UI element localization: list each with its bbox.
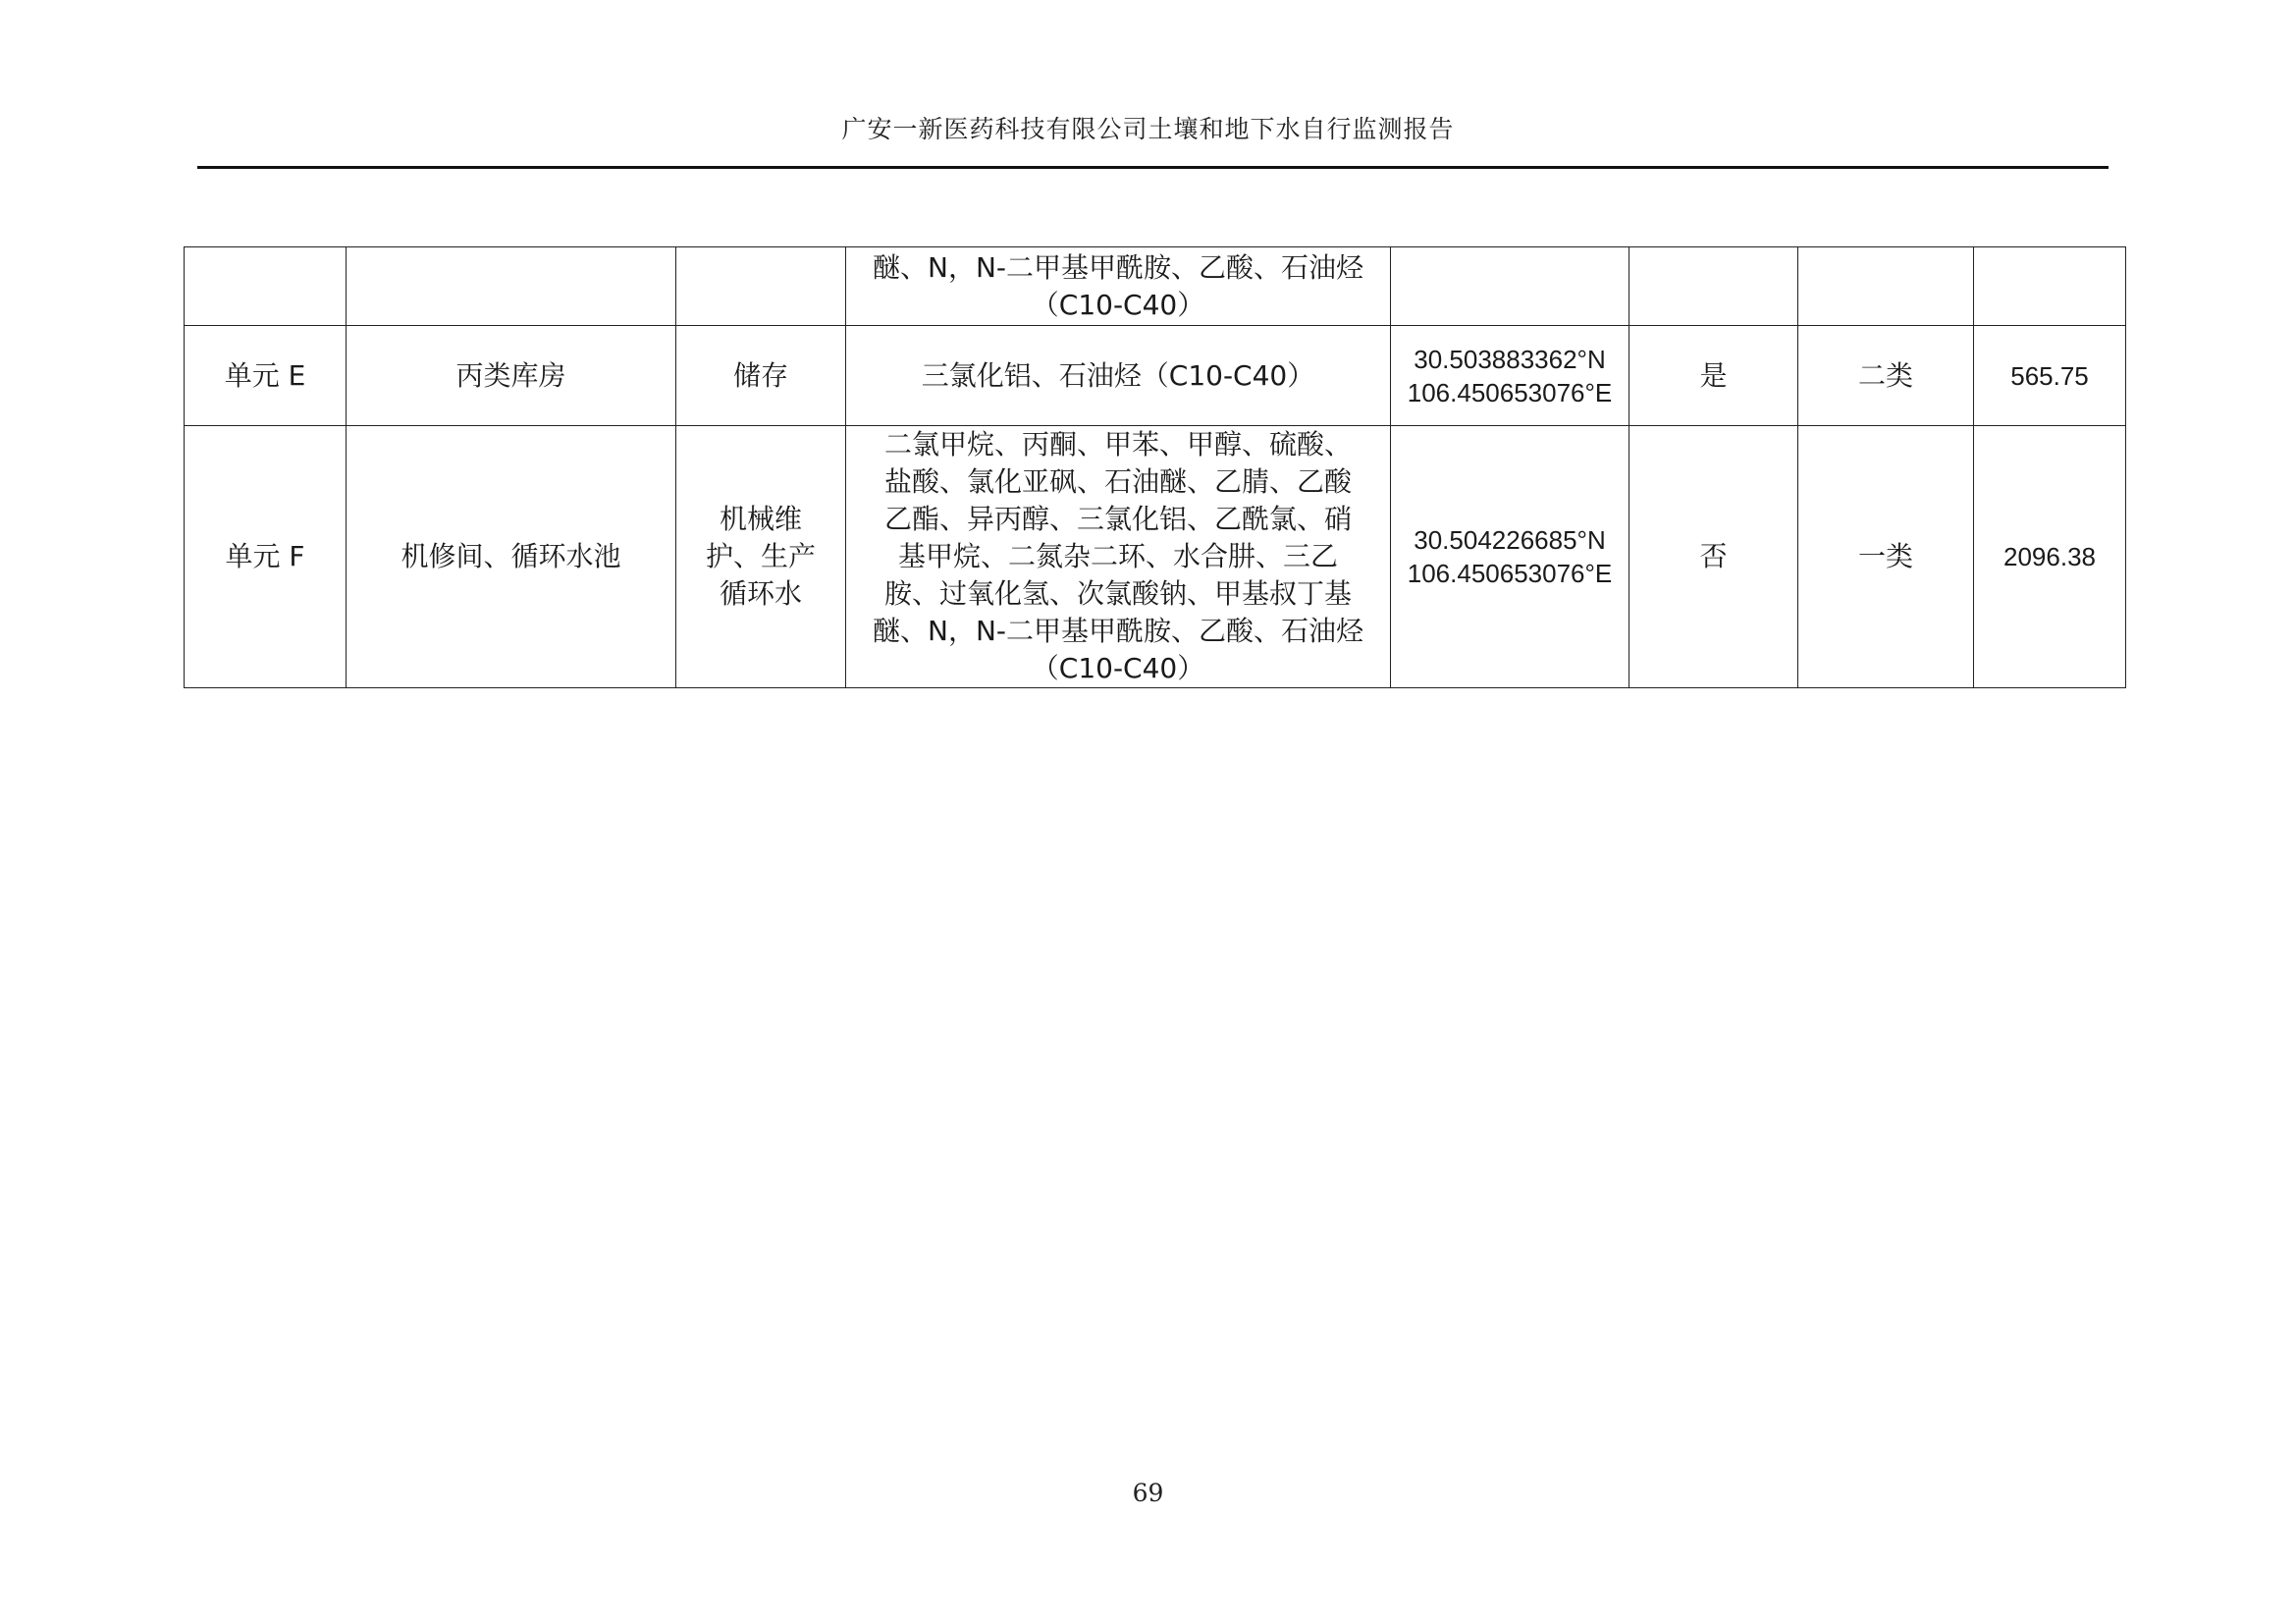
page-header-title: 广安一新医药科技有限公司土壤和地下水自行监测报告	[841, 115, 1455, 143]
coordinates-cell	[1391, 426, 1629, 688]
activity-cell	[676, 326, 846, 426]
activity-cell	[676, 426, 846, 688]
table-row	[185, 426, 2126, 688]
table-row	[185, 326, 2126, 426]
facility-cell	[347, 247, 676, 326]
flag-cell: 否	[1629, 426, 1798, 688]
category-cell	[1798, 247, 1974, 326]
coordinates-cell	[1391, 247, 1629, 326]
area-cell: 565.75	[1974, 326, 2126, 426]
substances-cell	[846, 247, 1391, 326]
area-cell: 2096.38	[1974, 426, 2126, 688]
facility-cell: 机修间、循环水池	[347, 426, 676, 688]
table-row	[185, 247, 2126, 326]
activity-cell	[676, 247, 846, 326]
header-divider	[197, 166, 2109, 169]
facility-cell: 丙类库房	[347, 326, 676, 426]
activity-text: 储存	[732, 358, 788, 392]
monitoring-units-table	[184, 246, 2126, 688]
substances-text: 三氯化铝、石油烃（C10-C40）	[921, 358, 1315, 392]
coordinates-cell	[1391, 326, 1629, 426]
coordinates-text: 30.503883362°N 106.450653076°E	[1407, 344, 1613, 407]
substances-text: 二氯甲烷、丙酮、甲苯、甲醇、硫酸、 盐酸、氯化亚砜、石油醚、乙腈、乙酸 乙酯、异丙醇、三氯化铝、乙酰氯、硝 基甲烷、二氮杂二环、水合肼、三乙 胺、过氧化氢、次氯酸钠、甲基叔丁基 醚、N，N-二甲基甲酰胺、乙酸、石油烃 （C10-C40）	[873, 428, 1363, 684]
substances-cell	[846, 426, 1391, 688]
substances-cell	[846, 326, 1391, 426]
category-cell: 二类	[1798, 326, 1974, 426]
category-cell: 一类	[1798, 426, 1974, 688]
flag-cell	[1629, 247, 1798, 326]
unit-cell: 单元 F	[185, 426, 347, 688]
area-cell	[1974, 247, 2126, 326]
unit-cell: 单元 E	[185, 326, 347, 426]
coordinates-text: 30.504226685°N 106.450653076°E	[1407, 525, 1613, 588]
page-number: 69	[1132, 1479, 1164, 1507]
unit-cell	[185, 247, 347, 326]
activity-text: 机械维 护、生产 循环水	[705, 503, 816, 610]
flag-cell: 是	[1629, 326, 1798, 426]
substances-text: 醚、N，N-二甲基甲酰胺、乙酸、石油烃 （C10-C40）	[873, 250, 1363, 321]
